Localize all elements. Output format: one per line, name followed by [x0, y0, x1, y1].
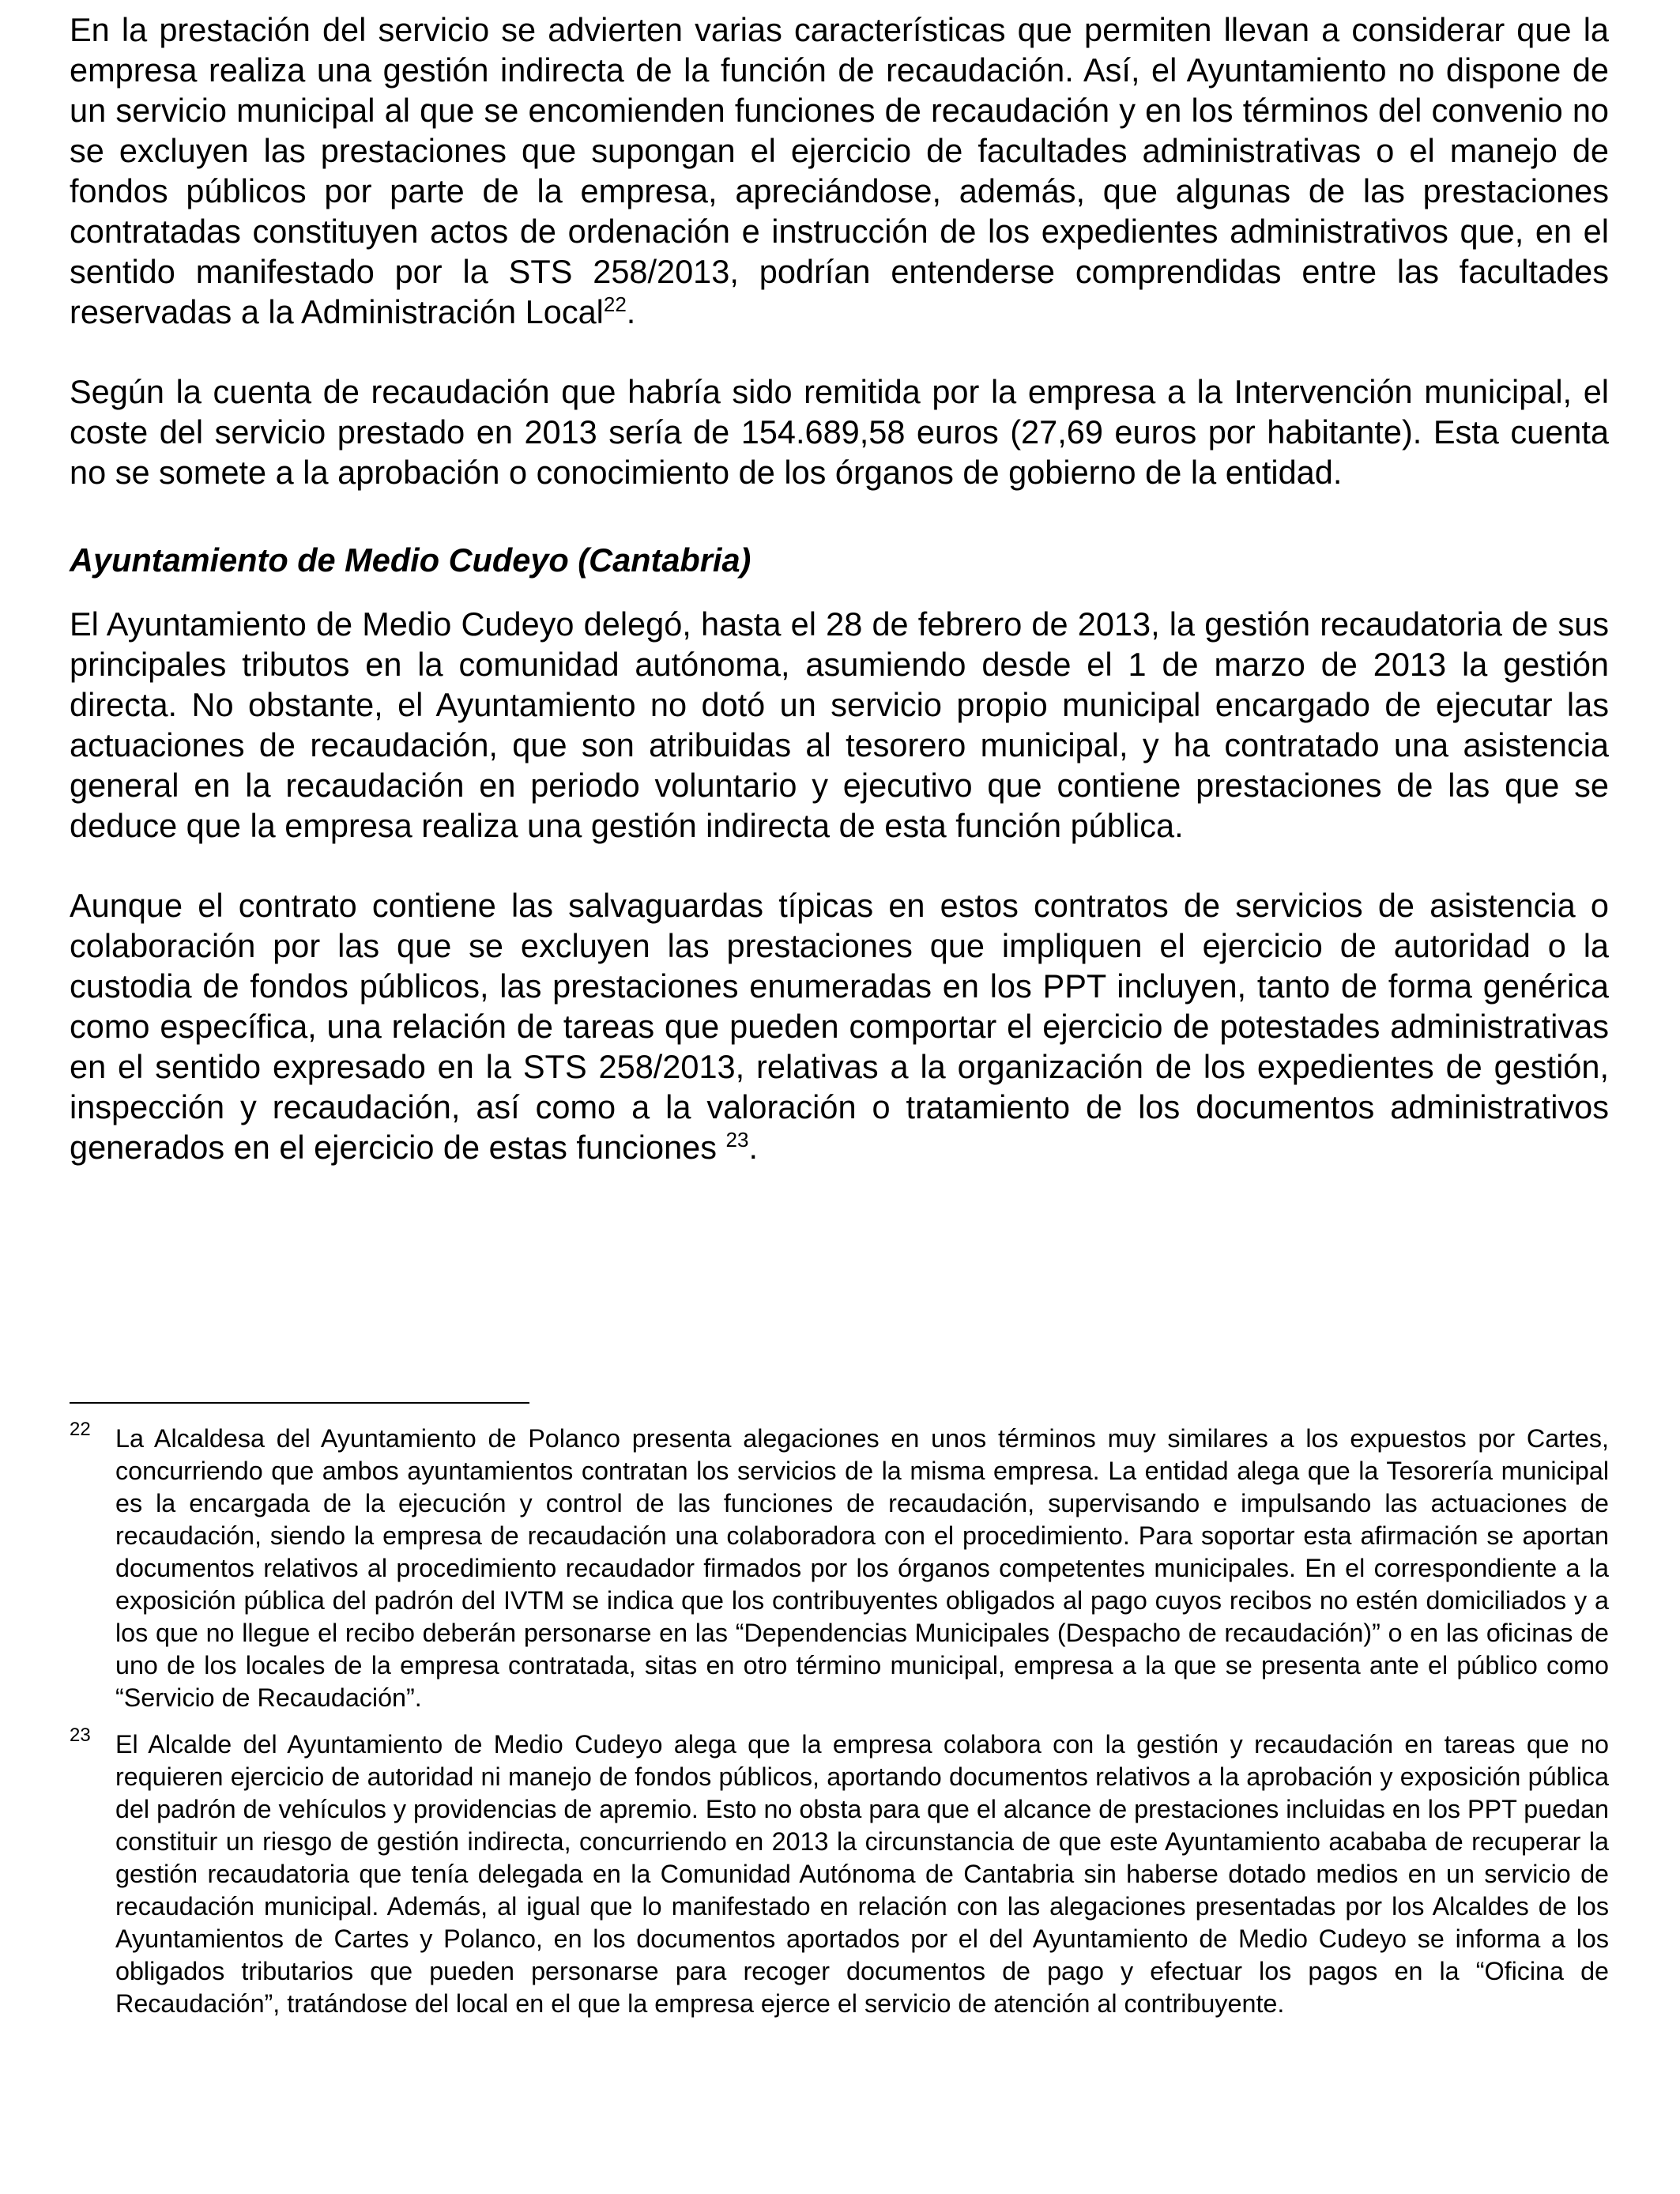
paragraph-text: En la prestación del servicio se advierten varias características que permiten llevan a considerar que la empresa realiza una gestión indirecta de la función de recaudación. Así, el Ayuntamiento no dispone de un servicio municipal al que se encomienden funciones de recaudación y en los términos del convenio no se excluyen las prestaciones que supongan el ejercicio de facultades administrativas o el manejo de fondos públicos por parte de la empresa, apreciándose, además, que algunas de las prestaciones contratadas constituyen actos de ordenación e instrucción de los expedientes administrativos que, en el sentido manifestado por la STS 258/2013, podrían entenderse comprendidas entre las facultades reservadas a la Administración Local	[70, 11, 1609, 330]
paragraph-end: .	[626, 293, 636, 330]
footnote-number: 23	[70, 1725, 91, 1746]
paragraph-contract	[70, 885, 1609, 1167]
footnote-ref-23[interactable]: 23	[725, 1128, 749, 1152]
main-text	[70, 9, 1609, 1167]
footnote-23	[70, 1725, 1609, 2020]
footnotes	[70, 1419, 1609, 2020]
paragraph-polanco-characteristics	[70, 9, 1609, 332]
footnote-22	[70, 1419, 1609, 1714]
footnote-ref-22[interactable]: 22	[603, 292, 627, 316]
paragraph-end: .	[748, 1129, 758, 1166]
footnote-text: El Alcalde del Ayuntamiento de Medio Cudeyo alega que la empresa colabora con la gestión y recaudación en tareas que no requieren ejercicio de autoridad ni manejo de fondos públicos, aportando documentos relativos a la aprobación y exposición pública del padrón de vehículos y providencias de apremio. Esto no obsta para que el alcance de prestaciones incluidas en los PPT puedan constituir un riesgo de gestión indirecta, concurriendo en 2013 la circunstancia de que este Ayuntamiento acababa de recuperar la gestión recaudatoria que tenía delegada en la Comunidad Autónoma de Cantabria sin haberse dotado medios en un servicio de recaudación municipal. Además, al igual que lo manifestado en relación con las alegaciones presentadas por los Alcaldes de los Ayuntamientos de Cartes y Polanco, en los documentos aportados por el del Ayuntamiento de Medio Cudeyo se informa a los obligados tributarios que pueden personarse para recoger documentos de pago y efectuar los pagos en la “Oficina de Recaudación”, tratándose del local en el que la empresa ejerce el servicio de atención al contribuyente.	[115, 1730, 1609, 2018]
footnote-number: 22	[70, 1419, 91, 1440]
paragraph-cost: Según la cuenta de recaudación que habría sido remitida por la empresa a la Intervención municipal, el coste del servicio prestado en 2013 sería de 154.689,58 euros (27,69 euros por habitante). Esta cuenta no se somete a la aprobación o conocimiento de los órganos de gobierno de la entidad.	[70, 373, 1609, 491]
paragraph-medio-cudeyo: El Ayuntamiento de Medio Cudeyo delegó, hasta el 28 de febrero de 2013, la gestión recaudatoria de sus principales tributos en la comunidad autónoma, asumiendo desde el 1 de marzo de 2013 la gestión directa. No obstante, el Ayuntamiento no dotó un servicio propio municipal encargado de ejecutar las actuaciones de recaudación, que son atribuidas al tesorero municipal, y ha contratado una asistencia general en la recaudación en periodo voluntario y ejecutivo que contiene prestaciones de las que se deduce que la empresa realiza una gestión indirecta de esta función pública.	[70, 605, 1609, 844]
footnote-separator	[70, 1402, 529, 1404]
paragraph-text: Aunque el contrato contiene las salvaguardas típicas en estos contratos de servicios de asistencia o colaboración por las que se excluyen las prestaciones que impliquen el ejercicio de autoridad o la custodia de fondos públicos, las prestaciones enumeradas en los PPT incluyen, tanto de forma genérica como específica, una relación de tareas que pueden comportar el ejercicio de potestades administrativas en el sentido expresado en la STS 258/2013, relativas a la organización de los expedientes de gestión, inspección y recaudación, así como a la valoración o tratamiento de los documentos administrativos generados en el ejercicio de estas funciones	[70, 887, 1609, 1166]
footnote-text: La Alcaldesa del Ayuntamiento de Polanco presenta alegaciones en unos términos muy similares a los expuestos por Cartes, concurriendo que ambos ayuntamientos contratan los servicios de la misma empresa. La entidad alega que la Tesorería municipal es la encargada de la ejecución y control de las funciones de recaudación, supervisando e impulsando las actuaciones de recaudación, siendo la empresa de recaudación una colaboradora con el procedimiento. Para soportar esta afirmación se aportan documentos relativos al procedimiento recaudador firmados por los órganos competentes municipales. En el correspondiente a la exposición pública del padrón del IVTM se indica que los contribuyentes obligados al pago cuyos recibos no estén domiciliados y a los que no llegue el recibo deberán personarse en las “Dependencias Municipales (Despacho de recaudación)” o en las oficinas de uno de los locales de la empresa contratada, sitas en otro término municipal, empresa a la que se presenta ante el público como “Servicio de Recaudación”.	[115, 1424, 1609, 1712]
section-heading: Ayuntamiento de Medio Cudeyo (Cantabria)	[70, 541, 751, 579]
